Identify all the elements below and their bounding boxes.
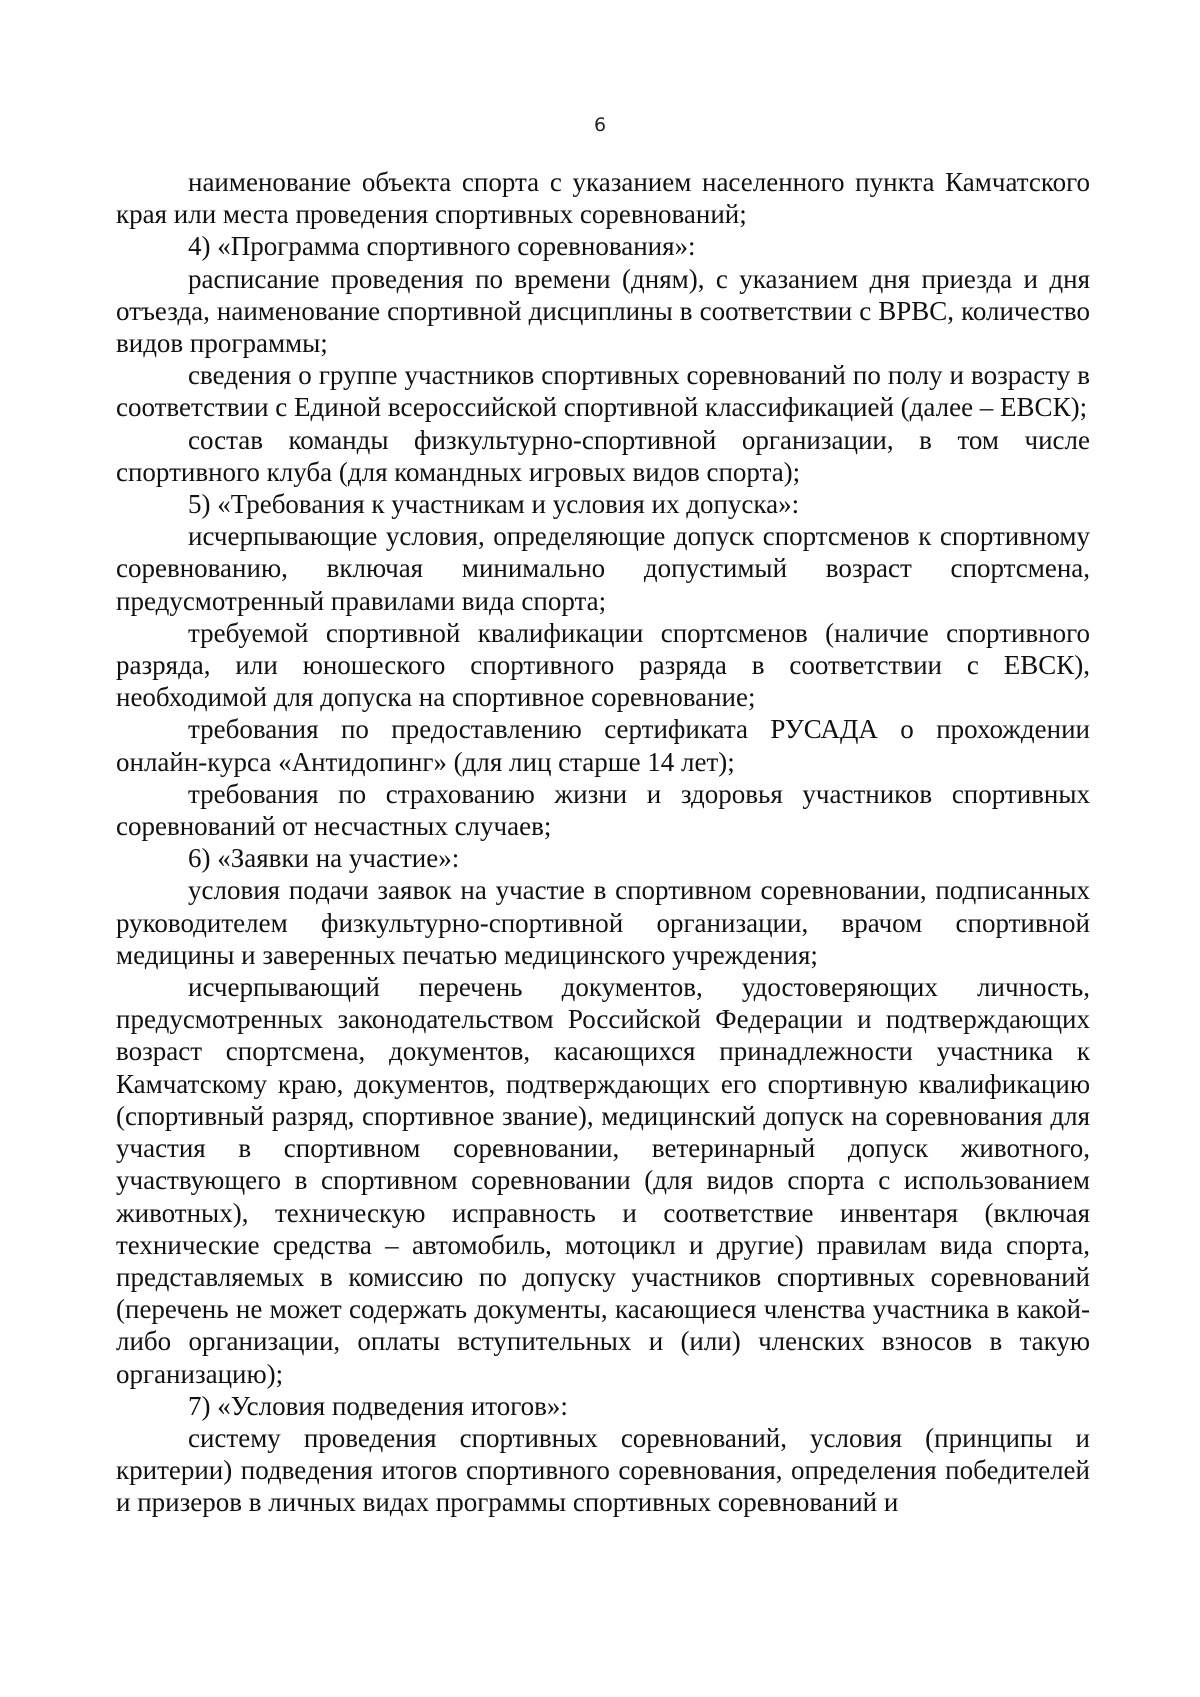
paragraph-participant-group: сведения о группе участников спортивных соревнований по полу и возрасту в соответствии с Единой всероссийской спортивной классификацией (далее – ЕВСК);: [116, 360, 1090, 423]
paragraph-application-conditions: условия подачи заявок на участие в спортивном соревновании, подписанных руководителем физкультурно-спортивной организации, врачом спортивной медицины и заверенных печатью медицинского учреждения;: [116, 875, 1090, 970]
paragraph-rusada: требования по предоставлению сертификата РУСАДА о прохождении онлайн-курса «Антидопинг» (для лиц старше 14 лет);: [116, 714, 1090, 777]
paragraph-qualification: требуемой спортивной квалификации спортсменов (наличие спортивного разряда, или юношеского спортивного разряда в соответствии с ЕВСК), необходимой для допуска на спортивное соревнование;: [116, 617, 1090, 713]
section-heading-applications: 6) «Заявки на участие»:: [188, 843, 460, 874]
page-number: 6: [593, 114, 607, 136]
paragraph-team-composition: состав команды физкультурно-спортивной организации, в том числе спортивного клуба (для командных игровых видов спорта);: [116, 424, 1090, 487]
paragraph-document-list: исчерпывающий перечень документов, удостоверяющих личность, предусмотренных законодательством Российской Федерации и подтверждающих возраст спортсмена, документов, касающихся принадлежности участника к Камчатскому краю, документов, подтверждающих его спортивную квалификацию (спортивный разряд, спортивное звание), медицинский допуск на соревнования для участия в спортивном соревновании, ветеринарный допуск животного, участвующего в спортивном соревновании (для видов спорта с использованием животных), техническую исправность и соответствие инвентаря (включая технические средства – автомобиль, мотоцикл и другие) правилам вида спорта, представляемых в комиссию по допуску участников спортивных соревнований (перечень не может содержать документы, касающиеся членства участника в какой-либо организации, оплаты вступительных и (или) членских взносов в такую организацию);: [116, 972, 1090, 1389]
paragraph-admission-conditions: исчерпывающие условия, определяющие допуск спортсменов к спортивному соревнованию, включая минимально допустимый возраст спортсмена, предусмотренный правилами вида спорта;: [116, 521, 1090, 616]
section-heading-requirements: 5) «Требования к участникам и условия их допуска»:: [188, 489, 800, 520]
paragraph-sport-facility: наименование объекта спорта с указанием населенного пункта Камчатского края или места проведения спортивных соревнований;: [116, 167, 1090, 230]
paragraph-competition-system: систему проведения спортивных соревнований, условия (принципы и критерии) подведения итогов спортивного соревнования, определения победителей и призеров в личных видах программы спортивных соревнований и: [116, 1422, 1090, 1518]
paragraph-insurance: требования по страхованию жизни и здоровья участников спортивных соревнований от несчастных случаев;: [116, 778, 1090, 842]
paragraph-schedule: расписание проведения по времени (дням), с указанием дня приезда и дня отъезда, наименование спортивной дисциплины в соответствии с ВРВС, количество видов программы;: [116, 263, 1090, 359]
section-heading-results: 7) «Условия подведения итогов»:: [188, 1390, 568, 1421]
section-heading-program: 4) «Программа спортивного соревнования»:: [188, 231, 696, 262]
document-body: [116, 166, 1090, 1519]
